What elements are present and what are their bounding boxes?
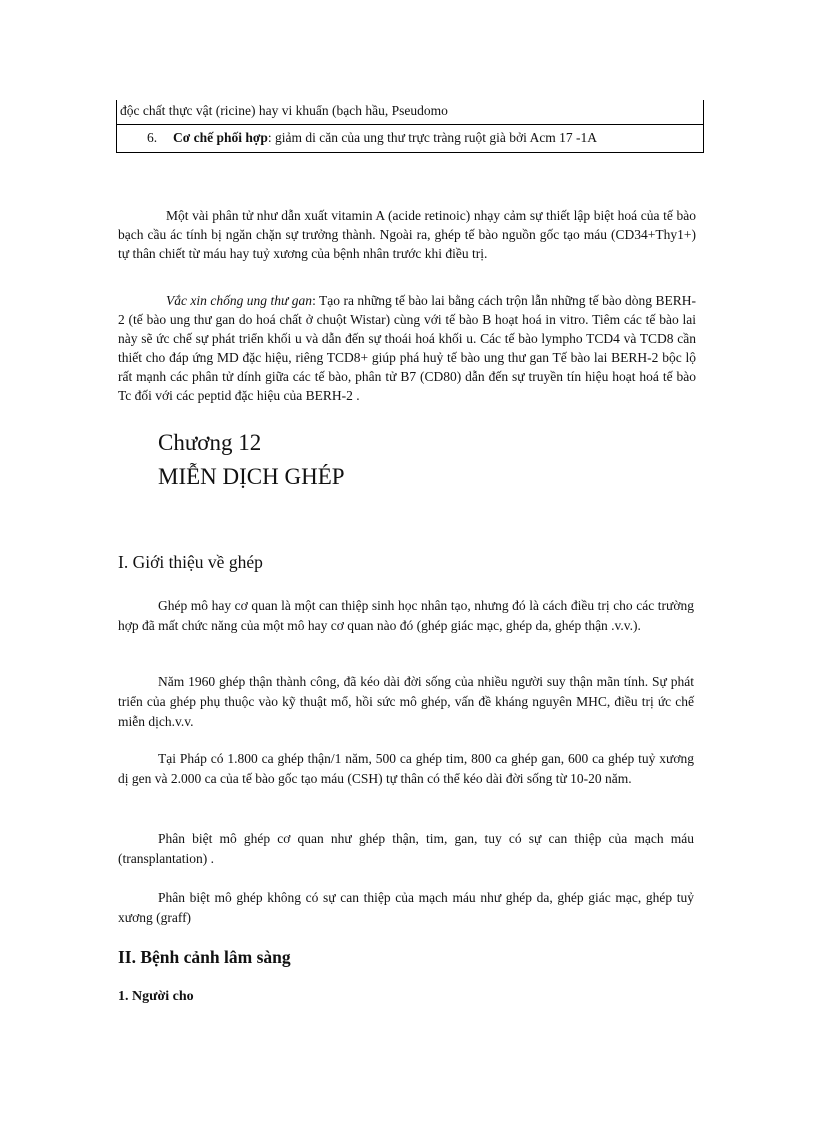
paragraph-text: : Tạo ra những tế bào lai bằng cách trộn lẫn những tế bào dòng BERH-2 (tế bào ung thư gan do hoá chất ở chuột Wistar) cùng với tế bào B hoạt hoá in vitro. Tiêm các tế bào lai này sẽ ức chế sự phát triển khối u và dẫn đến sự thoái hoá khối u. Các tế bào lympho TCD4 và TCD8 cần thiết cho đáp ứng MD đặc hiệu, riêng TCD8+ giúp phá huỷ tế bào ung thư gan Tế bào lai BERH-2 bộc lộ rất mạnh các phân tử dính giữa các tế bào, phân tử B7 (CD80) dẫn đến sự truyền tín hiệu hoạt hoá tế bào Tc đối với các peptid đặc hiệu của BERH-2 .: [118, 293, 696, 403]
paragraph-text: Một vài phân tử như dẫn xuất vitamin A (acide retinoic) nhạy cảm sự thiết lập biệt hoá của tế bào bạch cầu ác tính bị ngăn chặn sự trưởng thành. Ngoài ra, ghép tế bào nguồn gốc tạo máu (CD34+Thy1+) tự thân chiết từ máu hay tuỷ xương của bệnh nhân trước khi điều trị.: [118, 208, 696, 261]
table-row: [117, 100, 703, 125]
table-fragment: [116, 100, 704, 153]
paragraph: Phân biệt mô ghép cơ quan như ghép thận, tim, gan, tuy có sự can thiệp của mạch máu (transplantation) .: [118, 831, 694, 866]
paragraph: Ghép mô hay cơ quan là một can thiệp sinh học nhân tạo, nhưng đó là cách điều trị cho các trường hợp đã mất chức năng của một mô hay cơ quan nào đó (ghép giác mạc, ghép da, ghép thận .v.v.).: [118, 598, 694, 633]
section-heading: I. Giới thiệu về ghép: [118, 552, 263, 572]
table-row-number: 6.: [147, 130, 158, 145]
section-heading: II. Bệnh cảnh lâm sàng: [118, 947, 291, 967]
paragraph: Năm 1960 ghép thận thành công, đã kéo dài đời sống của nhiều người suy thận mãn tính. Sự phát triển của ghép phụ thuộc vào kỹ thuật mổ, hồi sức mô ghép, vấn đề kháng nguyên MHC, điều trị ức chế miễn dịch.v.v.: [118, 674, 694, 729]
paragraph: [118, 206, 696, 263]
chapter-title: MIỄN DỊCH GHÉP: [158, 464, 345, 489]
subsection-heading: 1. Người cho: [118, 989, 194, 1004]
table-row-text: [173, 125, 597, 151]
paragraph: Tại Pháp có 1.800 ca ghép thận/1 năm, 500 ca ghép tim, 800 ca ghép gan, 600 ca ghép tuỷ xương dị gen và 2.000 ca của tế bào gốc tạo máu (CSH) tự thân có thể kéo dài đời sống từ 10-20 năm.: [118, 751, 694, 786]
chapter-number: Chương 12: [158, 430, 262, 455]
table-row: [117, 125, 703, 153]
table-row-bold-term: Cơ chế phối hợp: [173, 130, 268, 145]
paragraph-italic-term: Vắc xin chống ung thư gan: [166, 293, 313, 308]
paragraph: Phân biệt mô ghép không có sự can thiệp của mạch máu như ghép da, ghép giác mạc, ghép tuỷ xương (graff): [118, 890, 694, 925]
table-row-rest: : giảm di căn của ung thư trực tràng ruột già bởi Acm 17 -1A: [267, 130, 598, 145]
table-row-text: độc chất thực vật (ricine) hay vi khuẩn (bạch hầu, Pseudomo: [120, 103, 448, 118]
paragraph: [118, 291, 696, 405]
